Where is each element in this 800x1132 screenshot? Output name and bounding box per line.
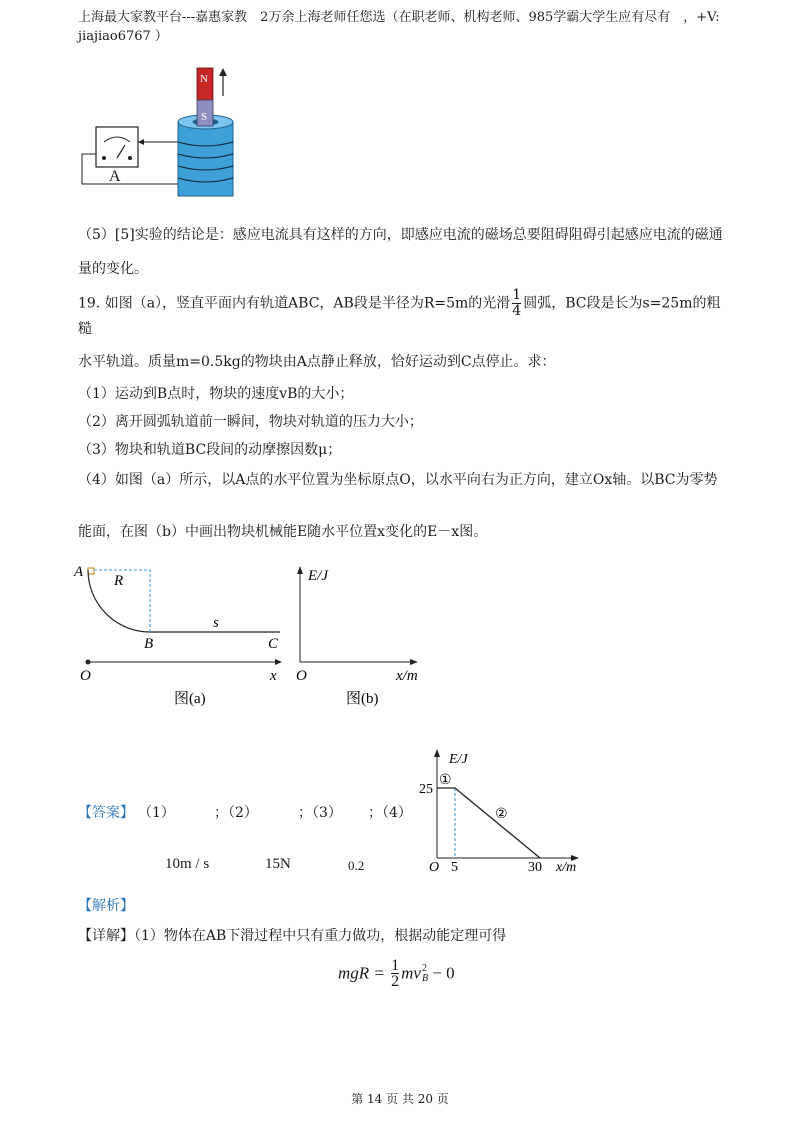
- quarter-fraction: [512, 288, 521, 319]
- detail-tag: 【详解】: [78, 928, 134, 944]
- formula-lhs: mgR =: [338, 963, 385, 983]
- answer-value-2: 15N: [265, 856, 291, 872]
- label-c: C: [268, 636, 279, 652]
- formula-mv: mv: [401, 963, 421, 983]
- formula-tail: − 0: [432, 963, 455, 983]
- answer-x-axis-label: x/m: [556, 860, 577, 875]
- segment-2-marker: ②: [495, 807, 508, 822]
- ammeter-box: [96, 127, 138, 167]
- figure-b-empty-axes: [290, 560, 440, 710]
- answer-energy-chart: [415, 745, 595, 880]
- fraction-denominator: 4: [512, 303, 522, 319]
- e-axis-arrow-icon: [297, 566, 303, 574]
- q19-part-1: （1）运动到B点时，物块的速度vB的大小；: [78, 386, 354, 402]
- formula-scripts: [422, 964, 428, 984]
- segment-1-marker: ①: [439, 773, 452, 788]
- answer-part-1: （1）: [138, 805, 175, 821]
- origin-label-b: O: [296, 668, 307, 684]
- figure-b-caption: 图(b): [346, 691, 379, 707]
- figure-a-caption: 图(a): [174, 691, 206, 707]
- solenoid-body: [178, 122, 233, 196]
- answer-x-tick-30: 30: [528, 860, 542, 875]
- formula-subscript: B: [421, 972, 429, 984]
- q19-part-4b: 能面，在图（b）中画出物块机械能E随水平位置x变化的E－x图。: [78, 524, 488, 540]
- q19-intro-c: 水平轨道。质量m=0.5kg的物块由A点静止释放，恰好运动到C点停止。求：: [78, 354, 556, 370]
- answer-line: [78, 802, 134, 822]
- x-axis-arrow-icon: [275, 659, 282, 665]
- q19-part-4a: （4）如图（a）所示，以A点的水平位置为坐标原点O，以水平向右为正方向，建立Ox轴。以BC为零势: [78, 472, 718, 488]
- formula-superscript: 2: [421, 962, 427, 974]
- ammeter-terminal-right: [128, 156, 132, 160]
- label-x: x: [270, 668, 277, 684]
- up-arrow-icon: [219, 68, 227, 76]
- label-o: O: [80, 668, 91, 684]
- x-axis-b-arrow-icon: [410, 659, 418, 665]
- detail-text: （1）物体在AB下滑过程中只有重力做功，根据动能定理可得: [134, 928, 507, 944]
- magnet-s-label: S: [201, 111, 208, 123]
- answer-part-2: ；（2）: [214, 805, 258, 821]
- answer-e-axis-arrow-icon: [434, 749, 440, 757]
- energy-line: [437, 788, 540, 858]
- ammeter-label: A: [109, 168, 121, 185]
- label-s: s: [213, 615, 219, 631]
- answer-part-3: ；（3）: [298, 805, 342, 821]
- detail-line: [78, 925, 506, 945]
- q19-intro-b: 圆弧，BC段是长为s=25m的粗糙: [78, 295, 721, 337]
- x-axis-b-label: x/m: [396, 668, 418, 684]
- formula-numerator: 1: [391, 957, 400, 974]
- magnet-n-label: N: [200, 73, 208, 85]
- label-b: B: [144, 636, 154, 652]
- block-at-a: [88, 568, 94, 574]
- answer-tag: 【答案】: [78, 805, 134, 821]
- header-line-2: jiajiao6767 ）: [78, 29, 168, 44]
- answer-y-tick-25: 25: [419, 782, 433, 797]
- question-19-intro: [78, 288, 730, 339]
- label-r: R: [114, 573, 124, 589]
- analysis-tag: 【解析】: [78, 898, 134, 914]
- page-header: [78, 8, 728, 46]
- q19-part-2: （2）离开圆弧轨道前一瞬间，物块对轨道的压力大小；: [78, 414, 423, 430]
- answer-value-1: 10m / s: [165, 856, 210, 872]
- e-axis-label: E/J: [308, 568, 328, 584]
- ammeter-terminal-left: [102, 156, 106, 160]
- energy-formula: [338, 958, 455, 989]
- fraction-numerator: 1: [512, 287, 522, 303]
- q5-conclusion-line-1: （5）[5]实验的结论是：感应电流具有这样的方向，即感应电流的磁场总要阻碍阻碍引起感应电流的磁通: [78, 227, 723, 243]
- origin-point: [86, 660, 91, 665]
- answer-value-3: 0.2: [348, 858, 365, 873]
- q19-part-3: （3）物块和轨道BC段间的动摩擦因数μ；: [78, 442, 342, 458]
- answer-e-axis-label: E/J: [449, 752, 468, 767]
- q5-conclusion-line-2: 量的变化。: [78, 261, 148, 277]
- label-a: A: [74, 564, 84, 580]
- induction-experiment-figure: [78, 62, 248, 197]
- wire-arrow-icon: [138, 139, 144, 145]
- q19-intro-a: 19. 如图（a），竖直平面内有轨道ABC，AB段是半径为R=5m的光滑: [78, 295, 511, 312]
- answer-origin-label: O: [429, 860, 440, 875]
- answer-x-tick-5: 5: [451, 860, 458, 875]
- formula-half: [391, 958, 399, 989]
- formula-denominator: 2: [391, 973, 400, 990]
- figure-a-track: [70, 560, 285, 710]
- header-line-1: 上海最大家教平台---嘉惠家教 2万余上海老师任您选（在职老师、机构老师、985学霸大学生应有尽有 ，+V:: [78, 10, 720, 25]
- answer-part-4: ；（4）: [368, 805, 412, 821]
- page-footer: 第 14 页 共 20 页: [351, 1092, 449, 1106]
- q5-conclusion: [78, 218, 730, 286]
